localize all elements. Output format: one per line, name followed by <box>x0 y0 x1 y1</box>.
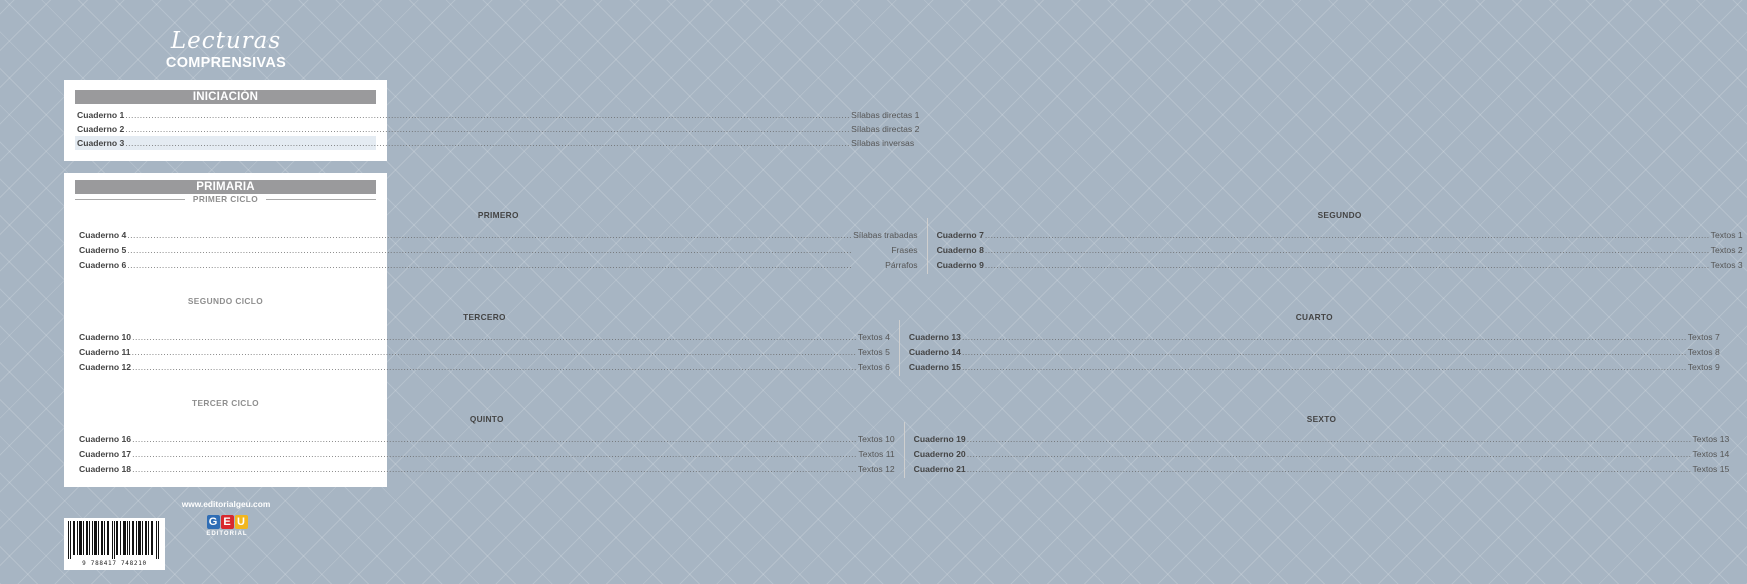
leader-dots <box>962 345 1687 360</box>
item-value: Textos 2 <box>1710 245 1743 255</box>
leader-dots <box>962 360 1687 375</box>
item-value: Párrafos <box>885 260 918 270</box>
course-title: CUARTO <box>1295 312 1333 322</box>
leader-dots <box>125 122 850 136</box>
item-label: Cuaderno 7 <box>936 230 984 240</box>
item-value: Textos 4 <box>857 332 890 342</box>
primaria-band: PRIMARIA <box>75 180 376 194</box>
leader-dots <box>132 462 857 477</box>
item-value: Sílabas directas 2 <box>851 124 920 134</box>
item-value: Textos 13 <box>1692 434 1730 444</box>
course-title: TERCERO <box>463 312 506 322</box>
item-label: Cuaderno 5 <box>79 245 127 255</box>
leader-dots <box>125 108 850 122</box>
leader-dots <box>127 258 884 273</box>
item-label: Cuaderno 2 <box>77 124 125 134</box>
leader-dots <box>132 447 857 462</box>
item-label: Cuaderno 11 <box>79 347 131 357</box>
item-value: Textos 5 <box>857 347 890 357</box>
leader-dots <box>132 360 857 375</box>
list-item <box>79 330 890 345</box>
leader-dots <box>132 330 857 345</box>
logo-subtitle: EDITORIAL <box>206 531 248 537</box>
ciclo-title: TERCER CICLO <box>191 398 260 408</box>
leader-dots <box>127 228 852 243</box>
course-column <box>927 210 1747 274</box>
item-label: Cuaderno 21 <box>913 464 966 474</box>
website-url[interactable]: www.editorialgeu.com <box>181 499 271 509</box>
leader-dots <box>962 330 1687 345</box>
list-item <box>79 462 895 477</box>
item-value: Textos 3 <box>1710 260 1743 270</box>
list-item <box>79 447 895 462</box>
leader-dots <box>967 462 1692 477</box>
ciclo-heading <box>75 194 376 204</box>
leader-dots <box>967 447 1692 462</box>
ciclo-title: PRIMER CICLO <box>192 194 259 204</box>
item-value: Textos 15 <box>1692 464 1730 474</box>
leader-dots <box>127 243 890 258</box>
course-column <box>75 206 927 286</box>
logo-letters <box>203 515 251 529</box>
geu-logo <box>203 515 251 537</box>
item-value: Textos 7 <box>1687 332 1720 342</box>
item-value: Textos 1 <box>1710 230 1743 240</box>
script-title: Lecturas <box>170 28 282 54</box>
item-label: Cuaderno 4 <box>79 230 127 240</box>
list-item <box>79 360 890 375</box>
item-value: Sílabas trabadas <box>853 230 918 240</box>
list-item <box>909 330 1720 345</box>
logo-letter-e: E <box>221 515 234 529</box>
cover-header <box>0 28 452 71</box>
course-column <box>899 312 1724 376</box>
item-label: Cuaderno 6 <box>79 260 127 270</box>
course-title: SEXTO <box>1306 414 1337 424</box>
logo-letter-g: G <box>207 515 220 529</box>
item-value: Textos 6 <box>857 362 890 372</box>
course-title: QUINTO <box>469 414 504 424</box>
ciclo-columns <box>75 308 1720 388</box>
item-value: Sílabas inversas <box>851 138 915 148</box>
item-label: Cuaderno 16 <box>79 434 132 444</box>
item-label: Cuaderno 3 <box>77 138 125 148</box>
barcode <box>64 518 165 570</box>
course-column <box>904 414 1734 478</box>
item-value: Textos 11 <box>858 449 895 459</box>
item-value: Sílabas directas 1 <box>851 110 920 120</box>
logo-letter-u: U <box>235 515 248 529</box>
list-item <box>937 228 1743 243</box>
course-column <box>75 308 899 388</box>
iniciacion-band: INICIACIÓN <box>75 90 376 104</box>
item-value: Textos 8 <box>1687 347 1720 357</box>
item-label: Cuaderno 1 <box>77 110 125 120</box>
list-item <box>75 108 920 122</box>
ciclo-heading <box>75 296 376 306</box>
isbn-number: 9 788417 748210 <box>82 560 147 567</box>
list-item <box>75 122 920 136</box>
list-item <box>79 432 895 447</box>
item-label: Cuaderno 8 <box>936 245 984 255</box>
divider <box>266 199 376 200</box>
item-value: Textos 9 <box>1687 362 1720 372</box>
iniciacion-list <box>75 104 920 150</box>
primaria-card <box>64 173 1743 487</box>
leader-dots <box>125 136 850 150</box>
item-label: Cuaderno 15 <box>908 362 961 372</box>
item-label: Cuaderno 20 <box>913 449 966 459</box>
list-item <box>909 360 1720 375</box>
item-label: Cuaderno 12 <box>79 362 132 372</box>
leader-dots <box>985 243 1710 258</box>
divider <box>75 199 185 200</box>
item-value: Textos 14 <box>1692 449 1730 459</box>
course-title: SEGUNDO <box>1317 210 1362 220</box>
item-label: Cuaderno 9 <box>936 260 984 270</box>
ciclo-title: SEGUNDO CICLO <box>187 296 264 306</box>
item-value: Textos 10 <box>857 434 895 444</box>
barcode-bars-icon <box>68 521 161 559</box>
course-column <box>75 410 904 490</box>
list-item <box>79 228 918 243</box>
leader-dots <box>132 432 857 447</box>
list-item <box>914 462 1730 477</box>
item-label: Cuaderno 10 <box>79 332 132 342</box>
item-value: Textos 12 <box>857 464 895 474</box>
subtitle: COMPRENSIVAS <box>165 55 287 71</box>
item-label: Cuaderno 19 <box>913 434 966 444</box>
iniciacion-card <box>64 80 920 161</box>
course-title: PRIMERO <box>477 210 519 220</box>
list-item <box>937 243 1743 258</box>
leader-dots <box>985 228 1710 243</box>
leader-dots <box>132 345 857 360</box>
list-item <box>79 243 918 258</box>
item-label: Cuaderno 17 <box>79 449 132 459</box>
list-item <box>914 432 1730 447</box>
list-item <box>937 258 1743 273</box>
item-label: Cuaderno 14 <box>908 347 961 357</box>
list-item <box>79 258 918 273</box>
ciclo-columns <box>75 206 1743 286</box>
list-item <box>914 447 1730 462</box>
ciclo-heading <box>75 398 376 408</box>
leader-dots <box>967 432 1692 447</box>
ciclo-columns <box>75 410 1730 490</box>
list-item-highlighted <box>75 136 915 150</box>
item-label: Cuaderno 18 <box>79 464 132 474</box>
list-item <box>909 345 1720 360</box>
leader-dots <box>985 258 1710 273</box>
item-label: Cuaderno 13 <box>908 332 961 342</box>
item-value: Frases <box>891 245 918 255</box>
list-item <box>79 345 890 360</box>
